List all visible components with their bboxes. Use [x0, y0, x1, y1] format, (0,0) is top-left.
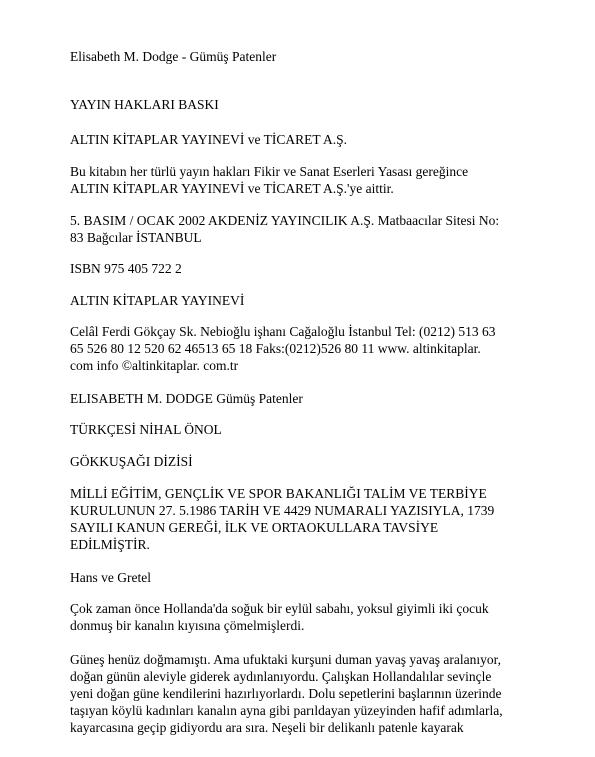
text-line: ISBN 975 405 722 2 [70, 261, 182, 276]
text-line: ELISABETH M. DODGE Gümüş Patenler [70, 391, 303, 406]
text-line: kayarcasına geçip gidiyordu ara sıra. Neşeli bir delikanlı patenle kayarak [70, 720, 464, 735]
text-line: 83 Bağcılar İSTANBUL [70, 230, 202, 245]
text-line: com info ©altinkitaplar. com.tr [70, 358, 239, 373]
text-line: doğan günün aleviyle giderek aydınlanıyordu. Çalışkan Hollandalılar sevinçle [70, 669, 492, 684]
text-line: EDİLMİŞTİR. [70, 537, 150, 552]
text-line: TÜRKÇESİ NİHAL ÖNOL [70, 422, 222, 437]
text-line: Hans ve Gretel [70, 570, 151, 585]
text-line: taşıyan köylü kadınları kanalın ayna gibi parıldayan yüzeyinden hafif adımlarla, [70, 703, 503, 718]
page-header-title: Elisabeth M. Dodge - Gümüş Patenler [70, 49, 277, 64]
text-line: Bu kitabın her türlü yayın hakları Fikir ve Sanat Eserleri Yasası gereğince [70, 164, 469, 179]
text-line: yeni doğan güne kendilerini hazırlıyorlardı. Dolu sepetlerini başlarının üzerinde [70, 686, 502, 701]
text-line: YAYIN HAKLARI BASKI [70, 97, 219, 112]
text-line: 65 526 80 12 520 62 46513 65 18 Faks:(0212)526 80 11 www. altinkitaplar. [70, 341, 481, 356]
text-line: Güneş henüz doğmamıştı. Ama ufuktaki kurşuni duman yavaş yavaş aralanıyor, [70, 652, 501, 667]
text-line: GÖKKUŞAĞI DİZİSİ [70, 454, 193, 469]
text-line: ALTIN KİTAPLAR YAYINEVİ ve TİCARET A.Ş.'ye aittir. [70, 181, 394, 196]
text-line: ALTIN KİTAPLAR YAYINEVİ [70, 293, 245, 308]
text-line: ALTIN KİTAPLAR YAYINEVİ ve TİCARET A.Ş. [70, 132, 348, 147]
text-line: Çok zaman önce Hollanda'da soğuk bir eylül sabahı, yoksul giyimli iki çocuk [70, 601, 489, 616]
text-line: donmuş bir kanalın kıyısına çömelmişlerdi. [70, 618, 305, 633]
text-line: KURULUNUN 27. 5.1986 TARİH VE 4429 NUMARALI YAZISIYLA, 1739 [70, 503, 495, 518]
text-line: Celâl Ferdi Gökçay Sk. Nebioğlu işhanı Cağaloğlu İstanbul Tel: (0212) 513 63 [70, 324, 496, 339]
text-line: 5. BASIM / OCAK 2002 AKDENİZ YAYINCILIK A.Ş. Matbaacılar Sitesi No: [70, 213, 500, 228]
text-line: SAYILI KANUN GEREĞİ, İLK VE ORTAOKULLARA TAVSİYE [70, 520, 439, 535]
text-line: MİLLİ EĞİTİM, GENÇLİK VE SPOR BAKANLIĞI TALİM VE TERBİYE [70, 486, 487, 501]
